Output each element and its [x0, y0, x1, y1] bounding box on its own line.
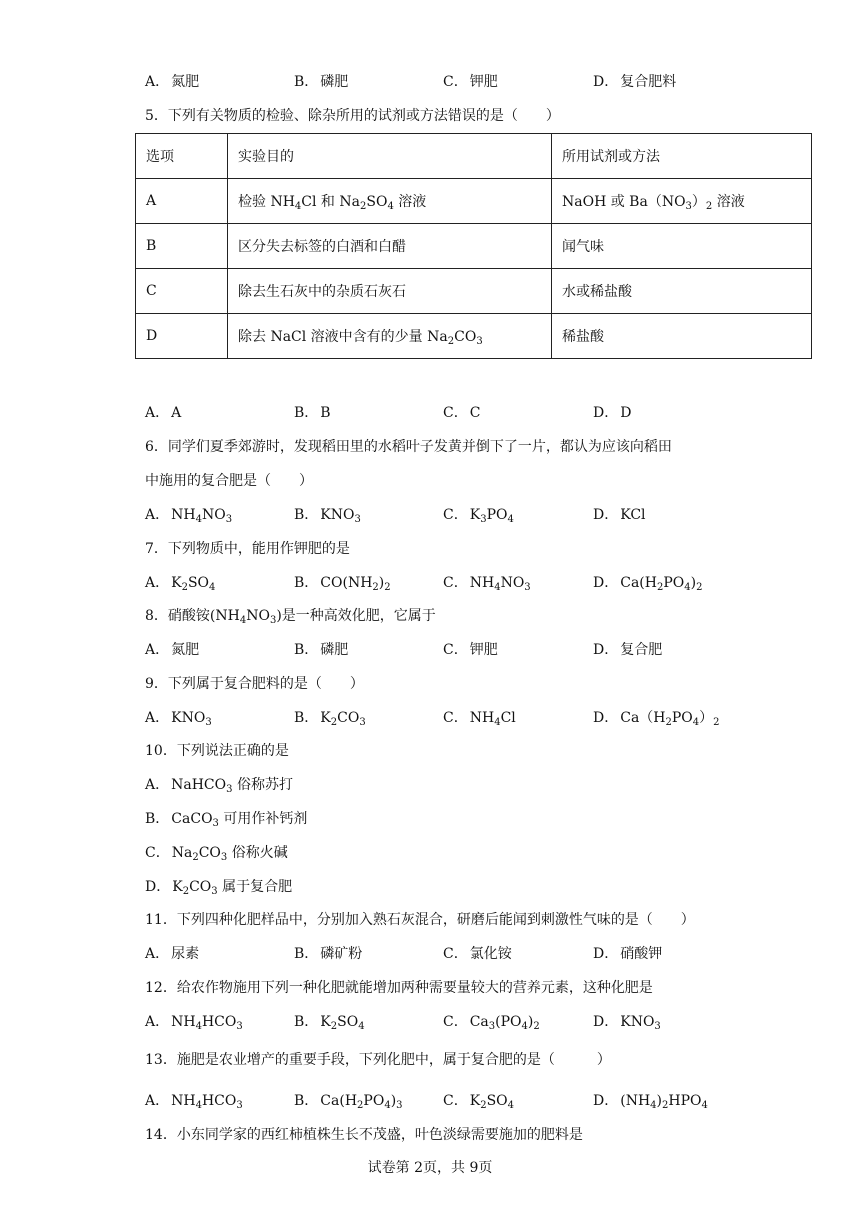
- option-a: [145, 775, 293, 795]
- subscript: 2: [192, 852, 199, 863]
- question-11-stem: 11．下列四种化肥样品中，分别加入熟石灰混合，研磨后能闻到刺激性气味的是（ ）: [145, 912, 695, 928]
- option-text: $NH_4HCO_3$: [171, 1014, 243, 1032]
- table-header-cell: 所用试剂或方法: [552, 134, 812, 179]
- option-text: $K_3PO_4$: [469, 507, 514, 525]
- option-letter: A．: [145, 74, 170, 90]
- option-b: [294, 505, 361, 525]
- option-text: 尿素: [171, 946, 200, 962]
- subscript: 3: [654, 1021, 661, 1032]
- subscript: 2: [181, 582, 188, 593]
- option-letter: C．: [443, 1093, 468, 1109]
- option-a: [145, 72, 199, 92]
- question-12-stem: 12．给农作物施用下列一种化肥就能增加两种需要量较大的营养元素，这种化肥是: [145, 980, 653, 996]
- option-letter: D．: [145, 879, 171, 895]
- option-letter: C．: [443, 405, 468, 421]
- question-6-stem: 6．同学们夏季郊游时，发现稻田里的水稻叶子发黄并倒下了一片，都认为应该向稻田: [145, 439, 672, 455]
- question-14-stem: 14．小东同学家的西红柿植株生长不茂盛，叶色淡绿需要施加的肥料是: [145, 1127, 583, 1143]
- subscript: 3: [205, 717, 212, 728]
- subscript: 3: [236, 1100, 243, 1111]
- subscript: 2: [656, 582, 664, 593]
- option-text: $CO(NH_2)_2$: [320, 575, 391, 593]
- option-b: [294, 944, 362, 964]
- option-letter: B．: [294, 642, 319, 658]
- option-text: $K_2CO_3$ 属于复合肥: [172, 879, 293, 897]
- option-b: [294, 72, 348, 92]
- table-cell: 除去 NaCl 溶液中含有的少量 $Na_2CO_3$: [228, 314, 552, 359]
- question-6-stem-cont: 中施用的复合肥是（ ）: [145, 473, 313, 489]
- option-letter: A．: [145, 710, 170, 726]
- option-c: [443, 1091, 514, 1111]
- option-letter: D．: [593, 710, 619, 726]
- question-9-stem: 9．下列属于复合肥料的是（ ）: [145, 676, 364, 692]
- question-8-stem: 8．硝酸铵$(NH_4NO_3)$是一种高效化肥，它属于: [145, 608, 436, 626]
- option-text: 磷肥: [320, 642, 349, 658]
- option-letter: B．: [294, 507, 319, 523]
- subscript: 4: [521, 1021, 528, 1032]
- option-letter: B．: [145, 811, 170, 827]
- option-d: [593, 944, 662, 964]
- option-letter: A．: [145, 777, 170, 793]
- option-text: $NH_4HCO_3$: [171, 1093, 243, 1111]
- option-d: [593, 505, 646, 525]
- option-b: [294, 640, 348, 660]
- table-header-cell: 选项: [136, 134, 228, 179]
- subscript: 4: [494, 717, 501, 728]
- option-text: 钾肥: [469, 74, 498, 90]
- subscript: 3: [359, 717, 366, 728]
- option-a: [145, 573, 215, 593]
- option-text: 磷矿粉: [320, 946, 363, 962]
- option-c: [145, 843, 288, 863]
- subscript: 2: [705, 201, 713, 212]
- option-d: [593, 1091, 708, 1111]
- option-text: $Ca(H_2PO_4)_2$: [620, 710, 720, 728]
- table-cell: 稀盐酸: [552, 314, 812, 359]
- option-text: NaHCO$_3$ 俗称苏打: [171, 777, 293, 795]
- option-letter: C．: [443, 642, 468, 658]
- option-letter: A．: [145, 946, 170, 962]
- subscript: 2: [372, 582, 379, 593]
- option-letter: A．: [145, 1093, 170, 1109]
- option-text: $Ca(H_2PO_4)_3$: [320, 1093, 403, 1111]
- table-cell: 水或稀盐酸: [552, 269, 812, 314]
- subscript: 4: [507, 1100, 515, 1111]
- option-letter: C．: [443, 946, 468, 962]
- option-letter: B．: [294, 710, 319, 726]
- subscript: 2: [384, 582, 391, 593]
- question-10-stem: 10．下列说法正确的是: [145, 743, 289, 759]
- subscript: 4: [384, 1100, 391, 1111]
- option-text: 氮肥: [171, 74, 200, 90]
- option-text: $KNO_3$: [620, 1014, 661, 1032]
- option-letter: C．: [443, 710, 468, 726]
- subscript: 2: [359, 201, 367, 212]
- option-a: [145, 1091, 243, 1111]
- table-cell: 检验 $NH_4Cl$ 和 $Na_2SO_4$ 溶液: [228, 179, 552, 224]
- option-letter: D．: [593, 946, 619, 962]
- table-cell: B: [136, 224, 228, 269]
- subscript: 3: [488, 1021, 496, 1032]
- option-letter: A．: [145, 575, 170, 591]
- option-letter: B．: [294, 575, 319, 591]
- subscript: 2: [662, 1100, 669, 1111]
- option-c: [443, 640, 498, 660]
- table-row: [136, 314, 812, 359]
- option-text: $KNO_3$: [320, 507, 361, 525]
- option-text: 磷肥: [320, 74, 349, 90]
- option-letter: B．: [294, 405, 319, 421]
- option-b: [294, 1091, 403, 1111]
- subscript: 4: [387, 201, 394, 212]
- subscript: 3: [226, 784, 233, 795]
- option-letter: B．: [294, 1014, 319, 1030]
- option-text: 氮肥: [171, 642, 200, 658]
- option-text: $NH_4NO_3$: [171, 507, 233, 525]
- subscript: 4: [494, 582, 501, 593]
- option-c: [443, 708, 516, 728]
- option-letter: D．: [593, 575, 619, 591]
- option-c: [443, 72, 498, 92]
- subscript: 2: [696, 582, 703, 593]
- subscript: 4: [650, 1100, 657, 1111]
- option-c: [443, 944, 512, 964]
- option-letter: D．: [593, 1014, 619, 1030]
- option-text: $KNO_3$: [171, 710, 212, 728]
- table-cell: A: [136, 179, 228, 224]
- subscript: 2: [480, 1100, 487, 1111]
- option-letter: B．: [294, 74, 319, 90]
- subscript: 4: [692, 717, 700, 728]
- option-a: [145, 708, 212, 728]
- option-d: [593, 640, 662, 660]
- option-text: $Ca_3(PO_4)_2$: [469, 1014, 540, 1032]
- option-text: $NH_4NO_3$: [469, 575, 531, 593]
- option-b: [294, 403, 331, 423]
- option-letter: C．: [145, 845, 170, 861]
- subscript: 3: [396, 1100, 403, 1111]
- option-letter: D．: [593, 74, 619, 90]
- option-c: [443, 573, 531, 593]
- subscript: 2: [330, 717, 338, 728]
- option-letter: C．: [443, 575, 468, 591]
- option-letter: A．: [145, 1014, 170, 1030]
- subscript: 2: [665, 717, 672, 728]
- option-b: [294, 708, 366, 728]
- subscript: 3: [524, 582, 531, 593]
- option-d: [593, 708, 720, 728]
- subscript: 4: [195, 1021, 202, 1032]
- option-d: [593, 72, 676, 92]
- table-row: [136, 224, 812, 269]
- option-letter: D．: [593, 507, 619, 523]
- option-a: [145, 403, 181, 423]
- table-header-cell: 实验目的: [228, 134, 552, 179]
- subscript: 2: [533, 1021, 540, 1032]
- option-text: 复合肥: [620, 642, 663, 658]
- option-b: [145, 809, 307, 829]
- option-text: CaCO$_3$ 可用作补钙剂: [171, 811, 308, 829]
- subscript: 2: [182, 886, 190, 897]
- subscript: 2: [357, 1100, 364, 1111]
- question-5-stem: 5．下列有关物质的检验、除杂所用的试剂或方法错误的是（ ）: [145, 108, 560, 124]
- question-7-stem: 7．下列物质中，能用作钾肥的是: [145, 541, 350, 557]
- option-letter: B．: [294, 1093, 319, 1109]
- option-letter: A．: [145, 642, 170, 658]
- question-13-stem: 13．施肥是农业增产的重要手段，下列化肥中，属于复合肥的是（ ）: [145, 1052, 611, 1068]
- option-letter: D．: [593, 642, 619, 658]
- subscript: 3: [685, 201, 692, 212]
- subscript: 4: [195, 1100, 202, 1111]
- table-cell: 闻气味: [552, 224, 812, 269]
- subscript: 2: [330, 1021, 338, 1032]
- option-b: [294, 1012, 365, 1032]
- subscript: 4: [195, 514, 202, 525]
- subscript: 3: [476, 336, 483, 347]
- option-text: $K_2SO_4$: [171, 575, 216, 593]
- subscript: 2: [447, 336, 455, 347]
- option-b: [294, 573, 391, 593]
- option-text: $NH_4Cl$: [469, 710, 516, 728]
- table-cell: 除去生石灰中的杂质石灰石: [228, 269, 552, 314]
- table-cell: NaOH 或 $Ba(NO_3)_2$ 溶液: [552, 179, 812, 224]
- subscript: 3: [225, 514, 233, 525]
- table-row: [136, 269, 812, 314]
- option-c: [443, 505, 514, 525]
- option-text: 氯化铵: [469, 946, 512, 962]
- option-text: $K_2SO_4$: [320, 1014, 365, 1032]
- subscript: 3: [211, 886, 218, 897]
- question-5-table: [135, 133, 812, 359]
- option-text: 硝酸钾: [620, 946, 663, 962]
- option-letter: B．: [294, 946, 319, 962]
- option-letter: D．: [593, 1093, 619, 1109]
- subscript: 3: [220, 852, 228, 863]
- subscript: 4: [684, 582, 691, 593]
- subscript: 3: [269, 615, 277, 626]
- option-text: $K_2SO_4$: [469, 1093, 515, 1111]
- option-c: [443, 1012, 540, 1032]
- subscript: 4: [701, 1100, 708, 1111]
- option-text: B: [320, 405, 331, 421]
- subscript: 4: [507, 514, 514, 525]
- option-c: [443, 403, 480, 423]
- option-letter: A．: [145, 507, 170, 523]
- option-d: [145, 877, 292, 897]
- subscript: 4: [294, 201, 302, 212]
- subscript: 4: [209, 582, 216, 593]
- option-text: 复合肥料: [620, 74, 677, 90]
- subscript: 4: [239, 615, 247, 626]
- table-cell: D: [136, 314, 228, 359]
- option-text: D: [620, 405, 632, 421]
- option-d: [593, 403, 631, 423]
- option-text: A: [171, 405, 182, 421]
- option-a: [145, 1012, 243, 1032]
- option-d: [593, 1012, 661, 1032]
- option-text: $Ca(H_2PO_4)_2$: [620, 575, 703, 593]
- option-a: [145, 944, 199, 964]
- option-text: 钾肥: [469, 642, 498, 658]
- option-d: [593, 573, 702, 593]
- option-letter: C．: [443, 74, 468, 90]
- option-letter: C．: [443, 507, 468, 523]
- option-text: KCl: [620, 507, 646, 523]
- option-text: $(NH_4)_2HPO_4$: [620, 1093, 708, 1111]
- table-cell: 区分失去标签的白酒和白醋: [228, 224, 552, 269]
- option-letter: A．: [145, 405, 170, 421]
- table-cell: C: [136, 269, 228, 314]
- subscript: 3: [354, 514, 361, 525]
- table-row: [136, 179, 812, 224]
- subscript: 3: [236, 1021, 243, 1032]
- subscript: 3: [212, 818, 219, 829]
- option-text: $K_2CO_3$: [320, 710, 366, 728]
- table-header-row: [136, 134, 812, 179]
- option-text: $Na_2CO_3$ 俗称火碱: [171, 845, 288, 863]
- option-a: [145, 640, 199, 660]
- option-text: C: [469, 405, 481, 421]
- subscript: 2: [713, 717, 720, 728]
- option-a: [145, 505, 232, 525]
- page-footer: 试卷第 2页，共 9页: [367, 1160, 493, 1176]
- option-letter: C．: [443, 1014, 468, 1030]
- subscript: 3: [480, 514, 487, 525]
- subscript: 4: [358, 1021, 365, 1032]
- option-letter: D．: [593, 405, 619, 421]
